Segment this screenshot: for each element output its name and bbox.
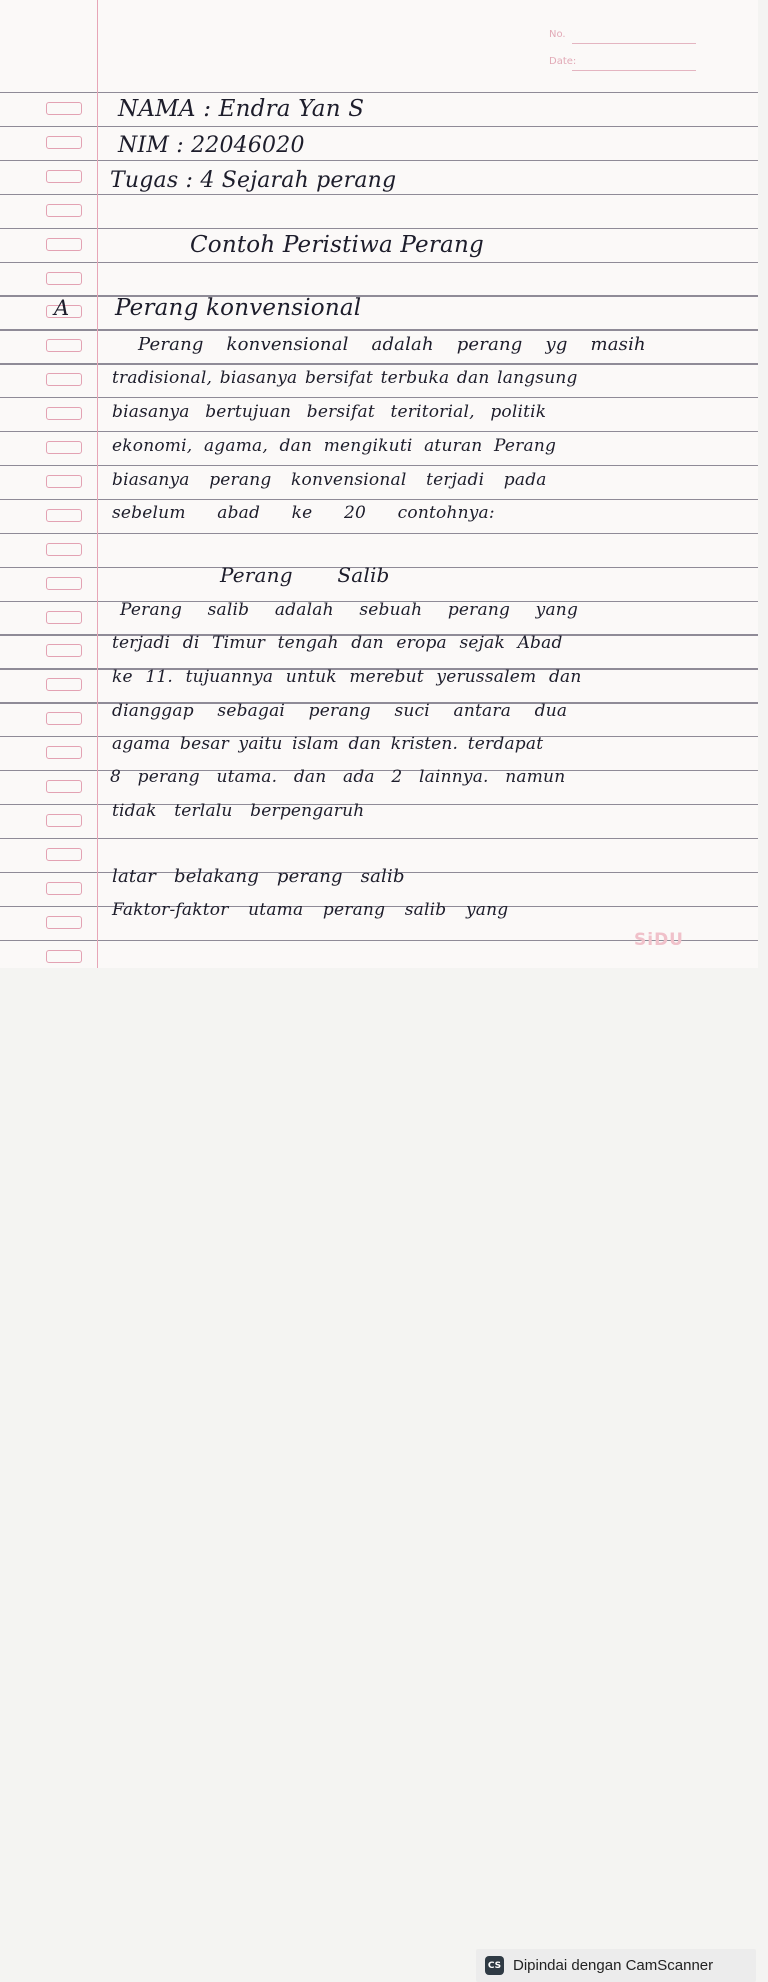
margin-box (46, 339, 82, 352)
paragraph-line: ekonomi, agama, dan mengikuti aturan Perang (112, 436, 557, 456)
ruled-line (0, 465, 758, 466)
margin-box (46, 712, 82, 725)
margin-box (46, 611, 82, 624)
margin-line (97, 0, 98, 968)
paragraph-line: terjadi di Timur tengah dan eropa sejak Abad (112, 633, 563, 653)
ruled-line (0, 533, 758, 534)
paragraph-line: agama besar yaitu islam dan kristen. terdapat (112, 734, 544, 754)
no-label: No. (549, 29, 566, 40)
paragraph-line: Faktor-faktor utama perang salib yang (112, 900, 509, 920)
margin-letter: A (54, 296, 70, 320)
paragraph-line: ke 11. tujuannya untuk merebut yerussalem dan (112, 667, 582, 687)
ruled-line (0, 363, 758, 364)
margin-box (46, 577, 82, 590)
paragraph-line: biasanya bertujuan bersifat teritorial, politik (112, 402, 547, 422)
page-title: Contoh Peristiwa Perang (190, 232, 484, 258)
ruled-line (0, 499, 758, 500)
paragraph-line: dianggap sebagai perang suci antara dua (112, 701, 568, 721)
margin-box (46, 441, 82, 454)
ruled-line (0, 262, 758, 263)
margin-box (46, 916, 82, 929)
margin-box (46, 780, 82, 793)
ruled-line (0, 329, 758, 330)
ruled-line (0, 838, 758, 839)
margin-box (46, 238, 82, 251)
subheading-latar-belakang: latar belakang perang salib (112, 866, 405, 887)
margin-box (46, 950, 82, 963)
camscanner-badge (476, 1949, 756, 1982)
nim-line: NIM : 22046020 (118, 133, 305, 158)
camscanner-text: Dipindai dengan CamScanner (513, 1957, 714, 1974)
no-field-line (572, 43, 696, 44)
ruled-line (0, 92, 758, 93)
margin-box (46, 543, 82, 556)
ruled-line (0, 431, 758, 432)
margin-box (46, 848, 82, 861)
ruled-line (0, 194, 758, 195)
paragraph-line: sebelum abad ke 20 contohnya: (112, 503, 495, 523)
paragraph-line: Perang salib adalah sebuah perang yang (120, 600, 579, 620)
name-line: NAMA : Endra Yan S (118, 96, 365, 122)
scan-footer (0, 968, 768, 1974)
margin-box (46, 373, 82, 386)
paragraph-line: tidak terlalu berpengaruh (112, 801, 365, 821)
margin-box (46, 204, 82, 217)
margin-box (46, 136, 82, 149)
date-field-line (572, 70, 696, 71)
margin-box (46, 475, 82, 488)
section-heading-salib: Perang Salib (220, 563, 390, 587)
margin-box (46, 407, 82, 420)
camscanner-icon: CS (485, 1956, 504, 1975)
assignment-line: Tugas : 4 Sejarah perang (110, 168, 397, 193)
margin-box (46, 272, 82, 285)
margin-box (46, 746, 82, 759)
margin-box (46, 814, 82, 827)
paragraph-line: Perang konvensional adalah perang yg masih (138, 334, 646, 355)
ruled-line (0, 228, 758, 229)
margin-box (46, 509, 82, 522)
ruled-line (0, 295, 758, 296)
paragraph-line: 8 perang utama. dan ada 2 lainnya. namun (110, 767, 566, 787)
margin-box (46, 678, 82, 691)
ruled-line (0, 397, 758, 398)
date-label: Date: (549, 56, 577, 67)
margin-box (46, 102, 82, 115)
section-heading-konvensional: Perang konvensional (115, 295, 362, 321)
ruled-line (0, 126, 758, 127)
margin-box (46, 882, 82, 895)
ruled-line (0, 160, 758, 161)
paragraph-line: tradisional, biasanya bersifat terbuka dan langsung (112, 368, 578, 388)
notebook-page (0, 0, 758, 968)
sidu-watermark: SiDU (634, 930, 684, 950)
paragraph-line: biasanya perang konvensional terjadi pada (112, 470, 547, 490)
margin-box (46, 170, 82, 183)
margin-box (46, 644, 82, 657)
